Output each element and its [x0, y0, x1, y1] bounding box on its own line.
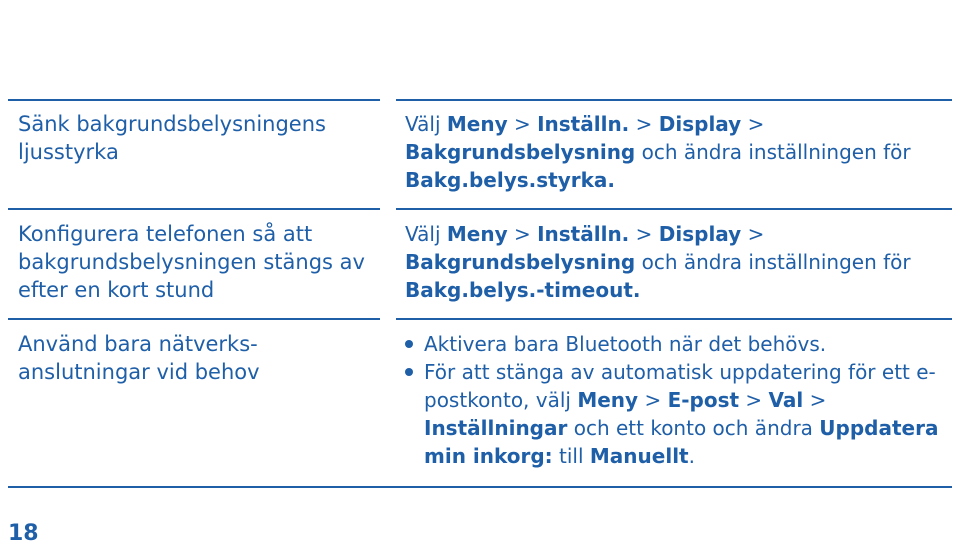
path-separator: >	[741, 222, 765, 246]
manual-keyword: Manuellt	[589, 444, 689, 468]
tip-backlight-timeout	[18, 220, 388, 304]
setting-keyword: Bakg.belys.styrka.	[405, 168, 615, 192]
options-keyword: Val	[768, 388, 804, 412]
tip-text: Konfigurera telefonen så att bakgrundsbelysningen stängs av efter en kort stund	[18, 222, 365, 302]
setting-keyword: Bakg.belys.-timeout.	[405, 278, 641, 302]
path-separator: >	[507, 222, 538, 246]
page-number: 18	[8, 521, 39, 546]
bullet-text: .	[688, 444, 695, 468]
display-keyword: Display	[658, 112, 742, 136]
instruction-dim-backlight	[405, 110, 955, 194]
bullet-text: till	[552, 444, 590, 468]
backlight-keyword: Bakgrundsbelysning	[405, 250, 636, 274]
row-divider-2-left	[8, 318, 380, 320]
path-separator: >	[739, 388, 769, 412]
instruction-text: Välj	[405, 222, 447, 246]
instruction-text: och ändra inställningen för	[635, 140, 911, 164]
display-keyword: Display	[658, 222, 742, 246]
row-divider-top-right	[396, 99, 952, 101]
row-divider-1-left	[8, 208, 380, 210]
tip-text: Sänk bakgrundsbelysningens ljusstyrka	[18, 112, 326, 164]
email-keyword: E-post	[667, 388, 740, 412]
list-item	[412, 330, 955, 358]
path-separator: >	[629, 112, 659, 136]
path-separator: >	[507, 112, 538, 136]
settings-keyword: Inställn.	[537, 222, 630, 246]
instruction-text: Välj	[405, 112, 447, 136]
instruction-backlight-timeout	[405, 220, 955, 304]
update-inbox-keyword: Uppdatera min inkorg:	[424, 416, 939, 468]
list-item	[412, 358, 955, 470]
backlight-keyword: Bakgrundsbelysning	[405, 140, 636, 164]
row-divider-2-right	[396, 318, 952, 320]
instruction-text: och ändra inställningen för	[635, 250, 911, 274]
settings-keyword: Inställn.	[537, 112, 630, 136]
path-separator: >	[741, 112, 765, 136]
path-separator: >	[638, 388, 668, 412]
bullet-text: och ett konto och ändra	[567, 416, 820, 440]
instruction-network-connections	[412, 330, 955, 470]
tip-dim-backlight	[18, 110, 348, 166]
bullet-text: För att stänga av automatisk uppdatering för ett e-postkonto, välj	[424, 360, 936, 412]
bullet-list	[412, 330, 955, 470]
bullet-icon	[405, 340, 413, 348]
path-separator: >	[803, 388, 827, 412]
menu-keyword: Meny	[446, 222, 508, 246]
table-bottom-divider	[8, 486, 952, 488]
settings-keyword: Inställningar	[424, 416, 568, 440]
menu-keyword: Meny	[446, 112, 508, 136]
bullet-text: Aktivera bara Bluetooth när det behövs.	[424, 332, 827, 356]
row-divider-top-left	[8, 99, 380, 101]
path-separator: >	[629, 222, 659, 246]
tip-network-connections	[18, 330, 298, 386]
menu-keyword: Meny	[577, 388, 639, 412]
bullet-icon	[405, 368, 413, 376]
row-divider-1-right	[396, 208, 952, 210]
tip-text: Använd bara nätverks-anslutningar vid behov	[18, 332, 260, 384]
